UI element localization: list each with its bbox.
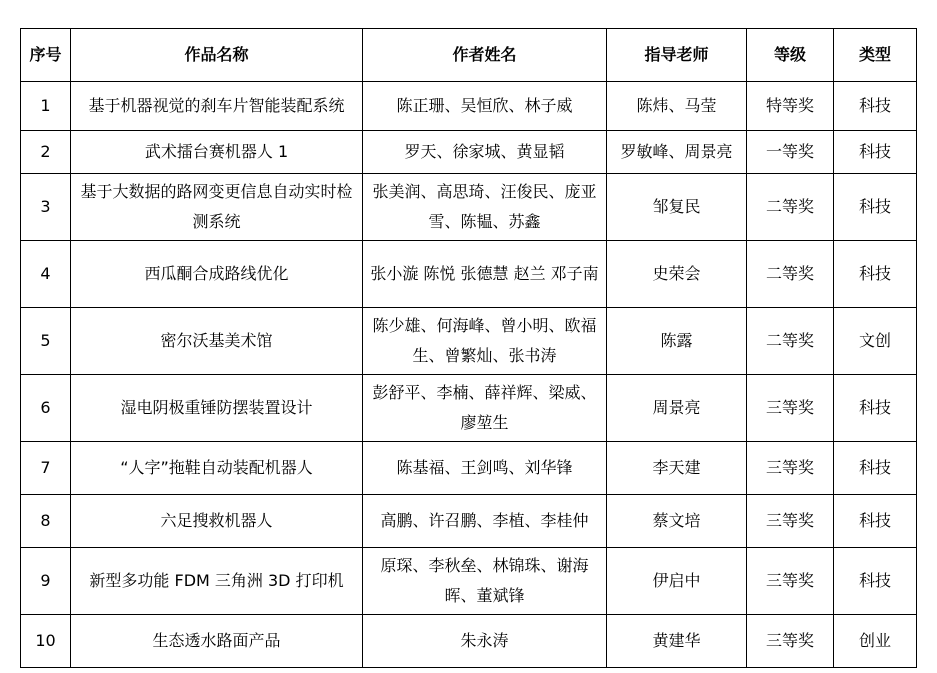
table-row [21, 131, 917, 174]
cell-authors: 陈正珊、吴恒欣、林子威 [363, 82, 607, 131]
table-row [21, 308, 917, 375]
cell-no: 5 [21, 308, 71, 375]
cell-authors: 张小漩 陈悦 张德慧 赵兰 邓子南 [363, 241, 607, 308]
cell-grade: 三等奖 [747, 442, 834, 495]
cell-advisor: 李天建 [607, 442, 747, 495]
table-row [21, 548, 917, 615]
cell-title: 湿电阴极重锤防摆装置设计 [71, 375, 363, 442]
cell-advisor: 周景亮 [607, 375, 747, 442]
header-authors: 作者姓名 [363, 29, 607, 82]
cell-grade: 三等奖 [747, 375, 834, 442]
cell-title: 六足搜救机器人 [71, 495, 363, 548]
cell-no: 2 [21, 131, 71, 174]
cell-advisor: 罗敏峰、周景亮 [607, 131, 747, 174]
cell-no: 10 [21, 615, 71, 668]
cell-type: 科技 [834, 174, 917, 241]
header-grade: 等级 [747, 29, 834, 82]
cell-authors: 罗天、徐家城、黄显韬 [363, 131, 607, 174]
cell-no: 7 [21, 442, 71, 495]
cell-title: 密尔沃基美术馆 [71, 308, 363, 375]
cell-no: 3 [21, 174, 71, 241]
header-no: 序号 [21, 29, 71, 82]
cell-authors: 朱永涛 [363, 615, 607, 668]
table-row [21, 615, 917, 668]
table-row [21, 174, 917, 241]
cell-type: 科技 [834, 495, 917, 548]
header-row [21, 29, 917, 82]
cell-type: 创业 [834, 615, 917, 668]
header-advisor: 指导老师 [607, 29, 747, 82]
cell-grade: 特等奖 [747, 82, 834, 131]
cell-grade: 三等奖 [747, 548, 834, 615]
table-row [21, 495, 917, 548]
cell-grade: 二等奖 [747, 241, 834, 308]
cell-grade: 一等奖 [747, 131, 834, 174]
cell-title: 武术擂台赛机器人 1 [71, 131, 363, 174]
cell-advisor: 伊启中 [607, 548, 747, 615]
cell-advisor: 邹复民 [607, 174, 747, 241]
table-row [21, 82, 917, 131]
cell-title: 西瓜酮合成路线优化 [71, 241, 363, 308]
cell-type: 科技 [834, 442, 917, 495]
cell-type: 科技 [834, 375, 917, 442]
cell-advisor: 陈露 [607, 308, 747, 375]
cell-title: 基于大数据的路网变更信息自动实时检测系统 [71, 174, 363, 241]
cell-authors: 陈少雄、何海峰、曾小明、欧福生、曾繁灿、张书涛 [363, 308, 607, 375]
cell-advisor: 陈炜、马莹 [607, 82, 747, 131]
cell-authors: 彭舒平、李楠、薛祥辉、梁威、廖堃生 [363, 375, 607, 442]
cell-grade: 三等奖 [747, 615, 834, 668]
cell-type: 科技 [834, 241, 917, 308]
table-row [21, 241, 917, 308]
cell-no: 4 [21, 241, 71, 308]
cell-type: 科技 [834, 548, 917, 615]
cell-title: 生态透水路面产品 [71, 615, 363, 668]
cell-grade: 二等奖 [747, 174, 834, 241]
cell-advisor: 黄建华 [607, 615, 747, 668]
cell-grade: 二等奖 [747, 308, 834, 375]
cell-no: 9 [21, 548, 71, 615]
cell-title: 基于机器视觉的刹车片智能装配系统 [71, 82, 363, 131]
cell-type: 文创 [834, 308, 917, 375]
header-title: 作品名称 [71, 29, 363, 82]
cell-type: 科技 [834, 82, 917, 131]
table-row [21, 375, 917, 442]
cell-authors: 张美润、高思琦、汪俊民、庞亚雪、陈韫、苏鑫 [363, 174, 607, 241]
cell-grade: 三等奖 [747, 495, 834, 548]
cell-type: 科技 [834, 131, 917, 174]
cell-advisor: 蔡文培 [607, 495, 747, 548]
table-row [21, 442, 917, 495]
cell-no: 8 [21, 495, 71, 548]
awards-table [20, 28, 917, 668]
header-type: 类型 [834, 29, 917, 82]
cell-authors: 高鹏、许召鹏、李植、李桂仲 [363, 495, 607, 548]
cell-no: 6 [21, 375, 71, 442]
cell-title: “人字”拖鞋自动装配机器人 [71, 442, 363, 495]
cell-title: 新型多功能 FDM 三角洲 3D 打印机 [71, 548, 363, 615]
cell-advisor: 史荣会 [607, 241, 747, 308]
cell-authors: 陈基福、王剑鸣、刘华锋 [363, 442, 607, 495]
cell-no: 1 [21, 82, 71, 131]
cell-authors: 原琛、李秋垒、林锦珠、谢海晖、董斌锋 [363, 548, 607, 615]
